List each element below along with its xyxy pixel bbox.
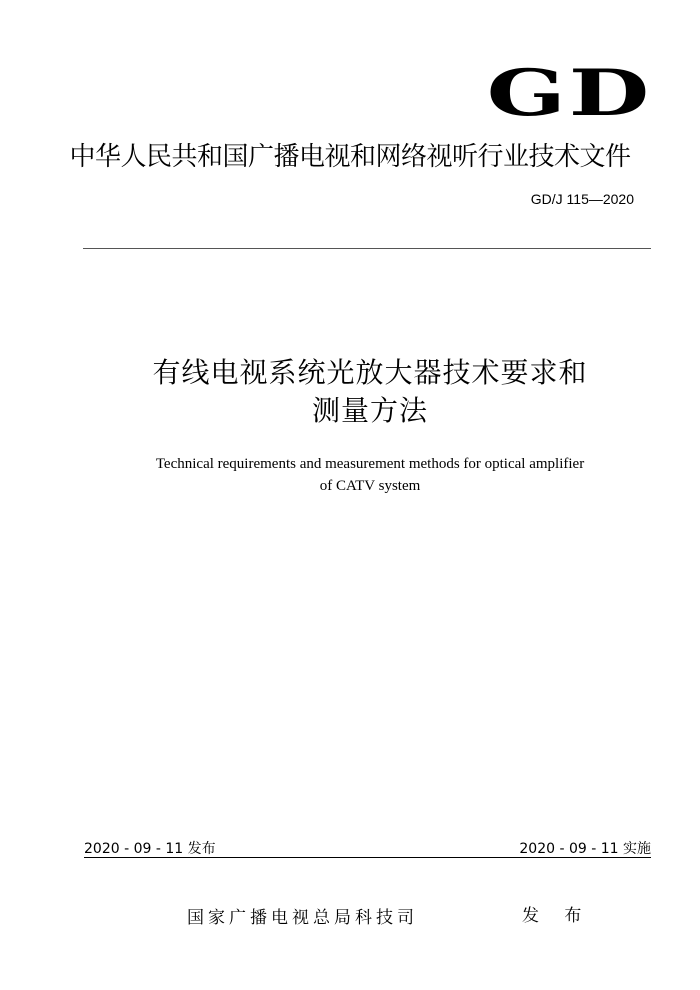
issue-label: 发 布 <box>522 906 592 926</box>
english-title-line-1: Technical requirements and measurement methods for optical amplifier <box>155 456 585 472</box>
effective-date: 2020 - 09 - 11 实施 <box>519 841 651 857</box>
english-title <box>0 453 700 497</box>
chinese-title <box>0 354 700 430</box>
document-category: 中华人民共和国广播电视和网络视听行业技术文件 <box>69 142 631 172</box>
chinese-title-line-2: 测量方法 <box>311 394 428 427</box>
english-title-line-2: of CATV system <box>319 478 421 494</box>
document-number: GD/J 115—2020 <box>530 191 634 207</box>
header-divider <box>83 248 651 249</box>
gd-logo: GD <box>486 56 652 131</box>
date-row <box>84 838 651 858</box>
issuing-authority: 国家广播电视总局科技司 <box>187 908 418 928</box>
chinese-title-line-1: 有线电视系统光放大器技术要求和 <box>152 356 588 389</box>
publish-date: 2020 - 09 - 11 发布 <box>84 841 216 857</box>
